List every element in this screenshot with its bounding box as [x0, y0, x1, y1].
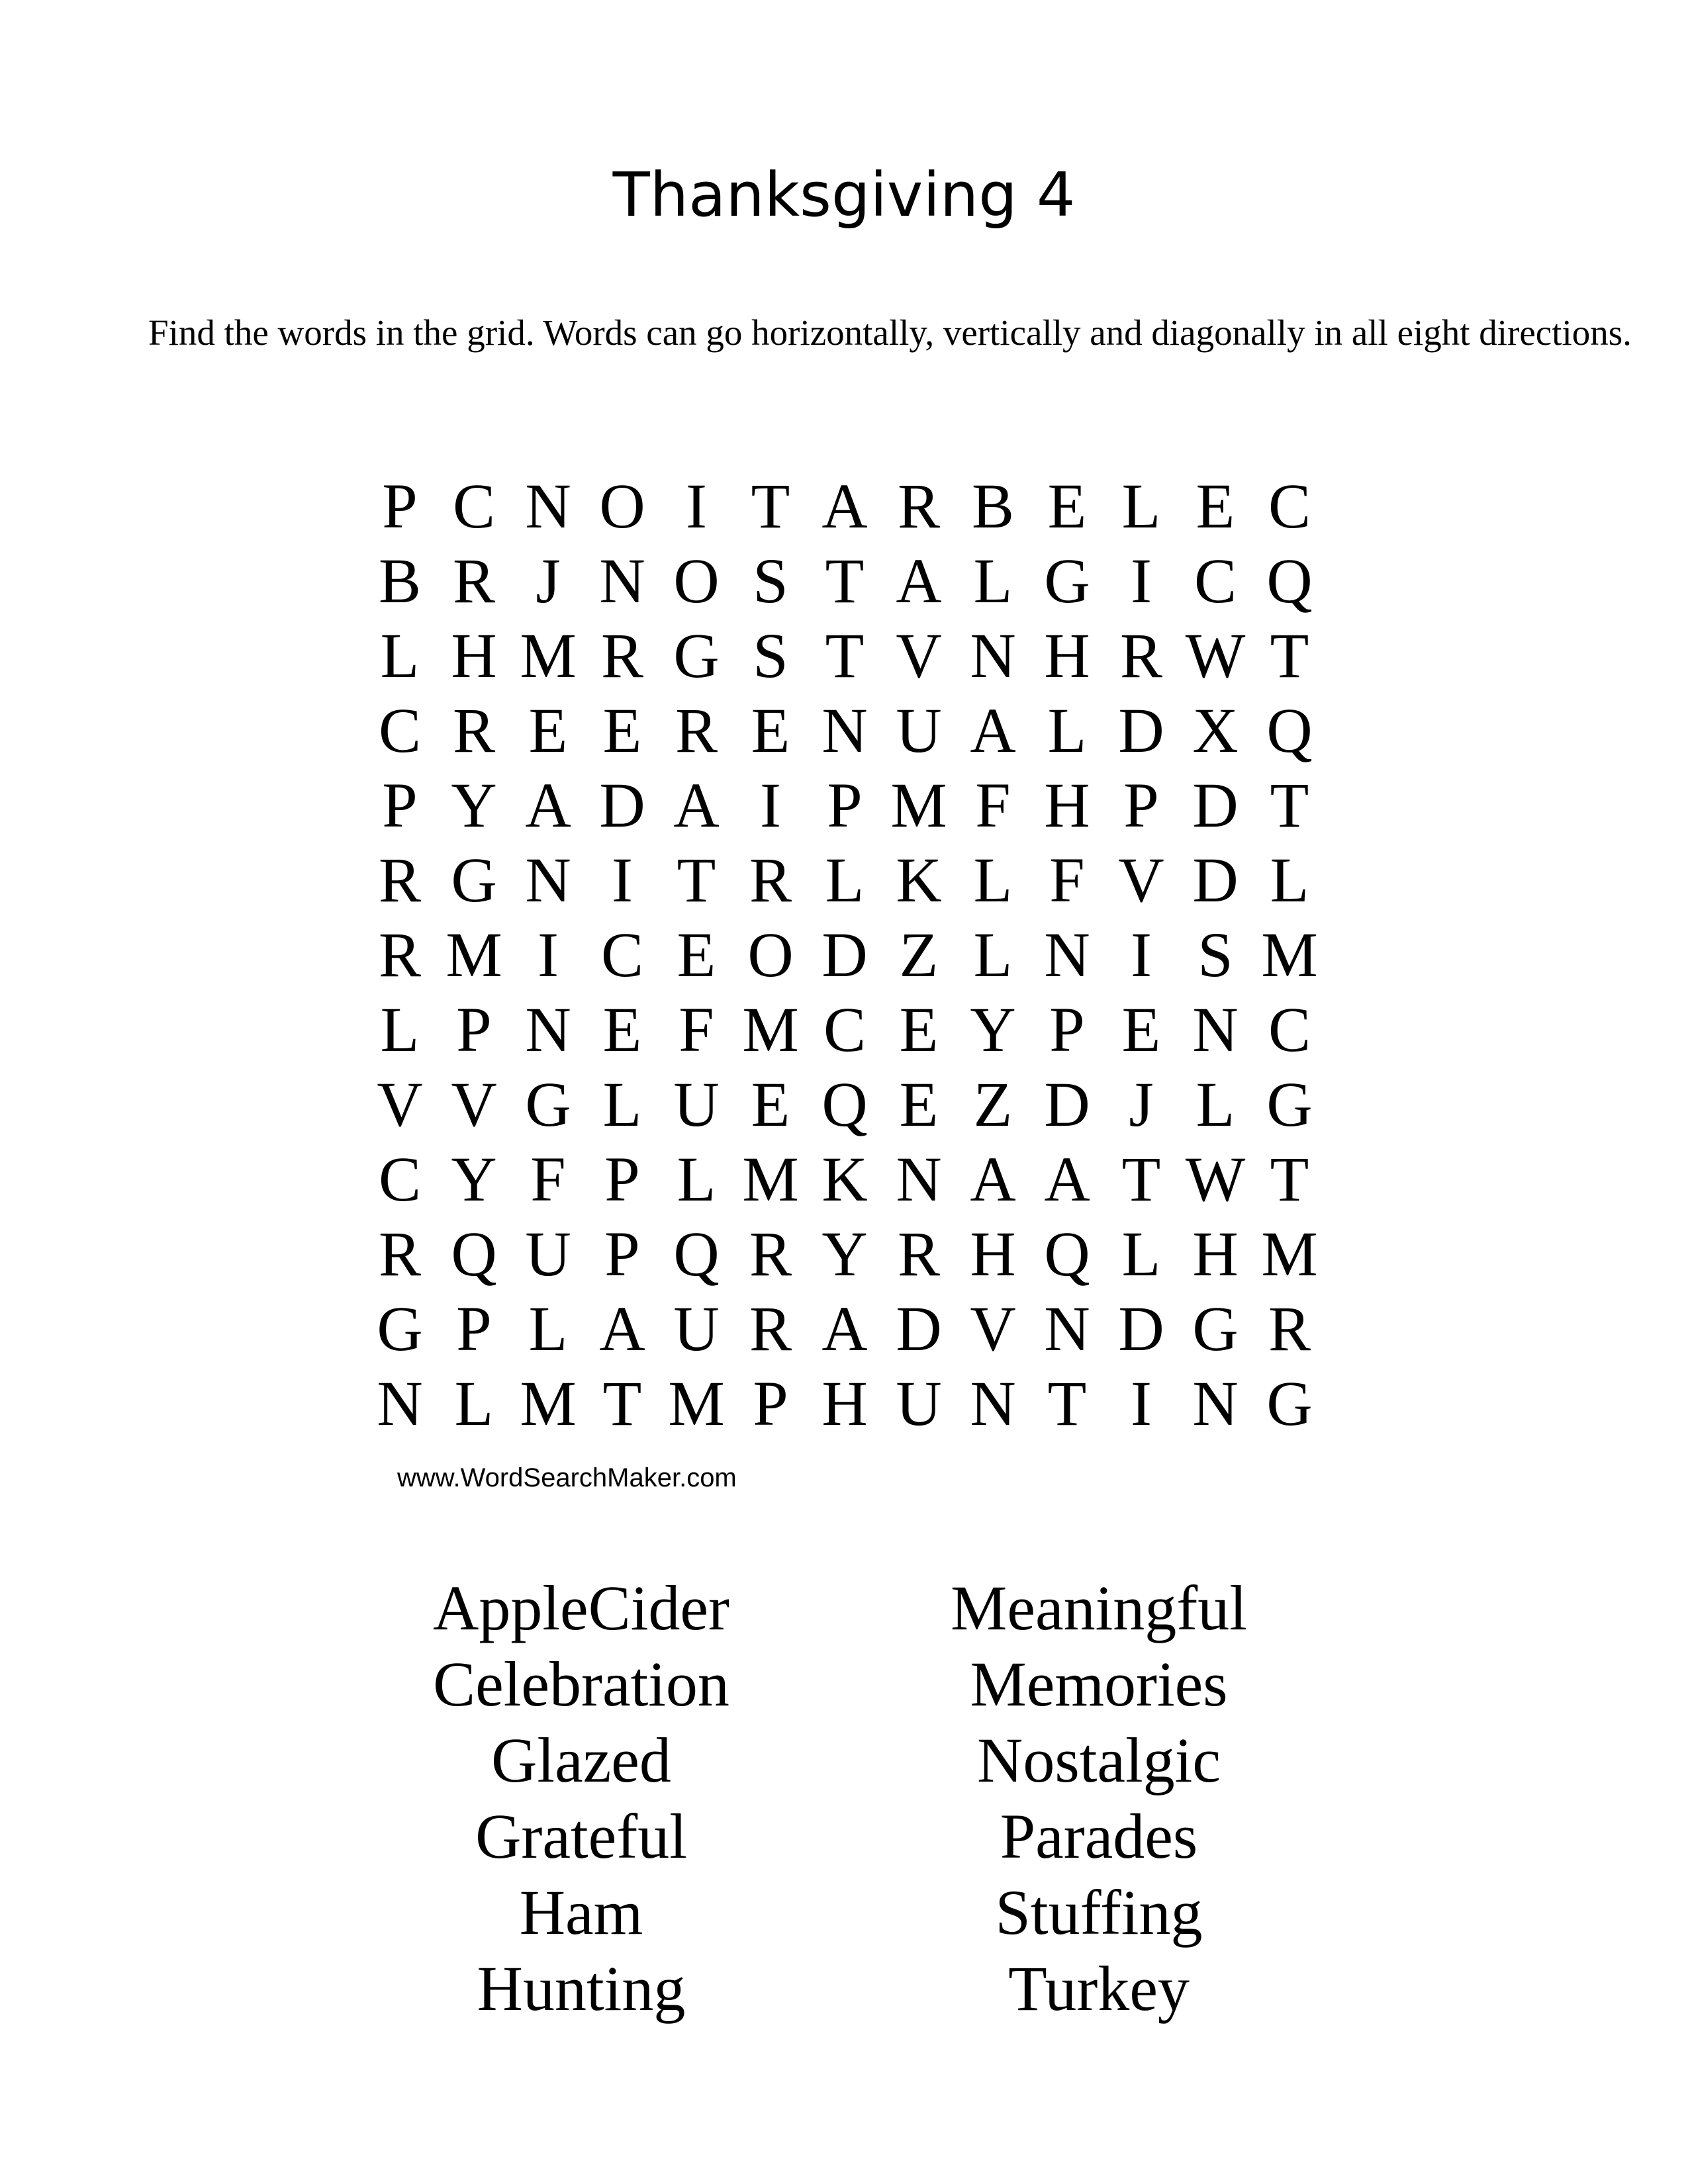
grid-letter: M: [520, 1368, 577, 1439]
grid-letter: H: [821, 1368, 868, 1439]
grid-letter: P: [604, 1218, 640, 1289]
page-title: Thanksgiving 4: [612, 159, 1076, 230]
grid-letter: O: [599, 471, 645, 541]
grid-letter: O: [673, 545, 720, 616]
word-list-item: AppleCider: [433, 1572, 729, 1643]
word-list-item: Hunting: [477, 1953, 686, 2024]
grid-letter: R: [675, 695, 718, 766]
grid-letter: N: [1192, 994, 1239, 1065]
grid-letter: L: [825, 844, 865, 915]
grid-letter: N: [525, 471, 571, 541]
grid-letter: E: [751, 1069, 790, 1140]
word-list-item: Turkey: [1008, 1953, 1190, 2024]
grid-row: [363, 992, 1327, 1067]
grid-letter: L: [1270, 844, 1309, 915]
grid-letter: T: [1270, 1144, 1309, 1214]
grid-letter: B: [971, 471, 1015, 541]
grid-letter: E: [899, 1069, 939, 1140]
grid-letter: H: [970, 1218, 1016, 1289]
instructions-text: Find the words in the grid. Words can go horizontally, vertically and diagonally in all eight directions.: [148, 312, 1632, 353]
grid-letter: Q: [1044, 1218, 1090, 1289]
grid-letter: N: [377, 1368, 423, 1439]
grid-letter: E: [602, 695, 642, 766]
grid-letter: L: [973, 844, 1013, 915]
grid-letter: V: [451, 1069, 497, 1140]
grid-letter: L: [454, 1368, 494, 1439]
word-list-item: Parades: [1000, 1801, 1198, 1872]
grid-letter: T: [1270, 620, 1309, 691]
grid-letter: R: [897, 1218, 941, 1289]
grid-letter: I: [686, 471, 707, 541]
grid-letter: C: [378, 695, 422, 766]
grid-letter: F: [1049, 844, 1085, 915]
grid-letter: E: [528, 695, 568, 766]
grid-letter: R: [897, 471, 941, 541]
grid-letter: I: [1131, 1368, 1152, 1439]
grid-row: [363, 1216, 1327, 1291]
grid-letter: P: [827, 770, 863, 841]
grid-letter: I: [1131, 919, 1152, 990]
credit-text: www.WordSearchMaker.com: [397, 1463, 737, 1492]
grid-letter: L: [380, 620, 420, 691]
grid-letter: M: [520, 620, 577, 691]
grid-letter: P: [604, 1144, 640, 1214]
grid-letter: R: [1119, 620, 1163, 691]
grid-row: [363, 469, 1327, 543]
grid-letter: C: [1268, 994, 1311, 1065]
grid-letter: F: [679, 994, 714, 1065]
grid-letter: A: [599, 1293, 645, 1364]
grid-letter: D: [1118, 695, 1164, 766]
grid-letter: L: [973, 919, 1013, 990]
grid-letter: Y: [970, 994, 1016, 1065]
grid-letter: I: [1131, 545, 1152, 616]
grid-letter: Z: [899, 919, 939, 990]
grid-letter: N: [1192, 1368, 1239, 1439]
grid-row: [363, 693, 1327, 768]
grid-letter: P: [456, 994, 492, 1065]
word-list-item: Ham: [519, 1877, 643, 1948]
grid-letter: T: [1047, 1368, 1087, 1439]
grid-letter: C: [1268, 471, 1311, 541]
grid-letter: V: [970, 1293, 1016, 1364]
grid-letter: A: [821, 1293, 868, 1364]
grid-letter: Q: [821, 1069, 868, 1140]
grid-letter: R: [452, 545, 496, 616]
grid-row: [363, 1142, 1327, 1216]
word-search-grid: [363, 469, 1327, 1441]
grid-letter: E: [1047, 471, 1087, 541]
grid-letter: I: [760, 770, 781, 841]
grid-letter: N: [896, 1144, 942, 1214]
grid-letter: A: [1044, 1144, 1090, 1214]
grid-letter: H: [1044, 620, 1090, 691]
grid-letter: M: [742, 1144, 799, 1214]
word-list-item: Meaningful: [951, 1572, 1247, 1643]
grid-letter: W: [1185, 620, 1246, 691]
grid-letter: L: [602, 1069, 642, 1140]
grid-letter: Q: [451, 1218, 497, 1289]
grid-letter: R: [1268, 1293, 1311, 1364]
grid-letter: C: [600, 919, 644, 990]
grid-letter: V: [896, 620, 942, 691]
grid-letter: T: [825, 545, 865, 616]
grid-letter: V: [377, 1069, 423, 1140]
grid-letter: N: [525, 844, 571, 915]
grid-letter: M: [1261, 1218, 1318, 1289]
grid-letter: L: [1121, 1218, 1161, 1289]
grid-letter: N: [970, 1368, 1016, 1439]
grid-letter: E: [1121, 994, 1161, 1065]
grid-letter: G: [673, 620, 720, 691]
grid-letter: M: [668, 1368, 725, 1439]
grid-letter: R: [378, 844, 422, 915]
grid-letter: Q: [1266, 545, 1313, 616]
grid-letter: P: [1123, 770, 1159, 841]
grid-letter: L: [677, 1144, 716, 1214]
grid-letter: H: [1192, 1218, 1239, 1289]
grid-letter: T: [1270, 770, 1309, 841]
grid-letter: A: [821, 471, 868, 541]
grid-row: [363, 1067, 1327, 1142]
grid-letter: T: [825, 620, 865, 691]
grid-letter: H: [451, 620, 497, 691]
grid-letter: U: [525, 1218, 571, 1289]
grid-letter: M: [445, 919, 502, 990]
grid-letter: F: [530, 1144, 566, 1214]
grid-letter: D: [1192, 844, 1239, 915]
grid-letter: G: [377, 1293, 423, 1364]
grid-letter: T: [602, 1368, 642, 1439]
grid-letter: U: [896, 1368, 942, 1439]
grid-letter: O: [747, 919, 794, 990]
grid-letter: U: [673, 1069, 720, 1140]
grid-letter: Y: [451, 770, 497, 841]
grid-letter: H: [1044, 770, 1090, 841]
grid-letter: Y: [821, 1218, 868, 1289]
grid-letter: R: [749, 844, 792, 915]
grid-letter: N: [599, 545, 645, 616]
grid-letter: K: [896, 844, 942, 915]
grid-letter: D: [1118, 1293, 1164, 1364]
grid-letter: N: [1044, 919, 1090, 990]
grid-row: [363, 842, 1327, 917]
grid-letter: T: [677, 844, 716, 915]
grid-letter: G: [1044, 545, 1090, 616]
grid-letter: E: [602, 994, 642, 1065]
grid-letter: G: [525, 1069, 571, 1140]
grid-letter: L: [528, 1293, 568, 1364]
grid-letter: F: [975, 770, 1011, 841]
grid-letter: S: [753, 620, 788, 691]
grid-letter: G: [1266, 1368, 1313, 1439]
grid-row: [363, 1366, 1327, 1441]
grid-letter: D: [1044, 1069, 1090, 1140]
grid-letter: A: [970, 1144, 1016, 1214]
grid-letter: P: [753, 1368, 788, 1439]
word-list-item: Grateful: [475, 1801, 687, 1872]
grid-letter: Q: [673, 1218, 720, 1289]
grid-letter: N: [1044, 1293, 1090, 1364]
grid-letter: D: [896, 1293, 942, 1364]
word-list-item: Nostalgic: [977, 1725, 1221, 1796]
grid-letter: M: [742, 994, 799, 1065]
grid-row: [363, 917, 1327, 992]
grid-letter: I: [612, 844, 633, 915]
grid-letter: D: [821, 919, 868, 990]
grid-letter: L: [380, 994, 420, 1065]
grid-letter: G: [1192, 1293, 1239, 1364]
word-list-item: Stuffing: [995, 1877, 1203, 1948]
word-list-item: Memories: [970, 1649, 1228, 1719]
grid-letter: K: [821, 1144, 868, 1214]
grid-letter: U: [896, 695, 942, 766]
grid-letter: N: [821, 695, 868, 766]
grid-letter: E: [751, 695, 790, 766]
grid-letter: R: [749, 1293, 792, 1364]
grid-letter: R: [378, 1218, 422, 1289]
grid-letter: N: [970, 620, 1016, 691]
grid-letter: X: [1192, 695, 1239, 766]
grid-letter: R: [600, 620, 644, 691]
grid-letter: D: [1192, 770, 1239, 841]
word-list-right: [867, 1570, 1331, 2026]
grid-letter: A: [673, 770, 720, 841]
grid-letter: L: [1047, 695, 1087, 766]
grid-letter: S: [753, 545, 788, 616]
grid-letter: G: [1266, 1069, 1313, 1140]
grid-letter: D: [599, 770, 645, 841]
grid-letter: E: [677, 919, 716, 990]
grid-row: [363, 1291, 1327, 1366]
grid-letter: P: [382, 471, 418, 541]
grid-letter: J: [536, 545, 561, 616]
grid-letter: C: [452, 471, 496, 541]
grid-letter: P: [1049, 994, 1085, 1065]
grid-letter: A: [970, 695, 1016, 766]
grid-letter: Y: [451, 1144, 497, 1214]
grid-letter: P: [382, 770, 418, 841]
grid-letter: W: [1185, 1144, 1246, 1214]
grid-letter: U: [673, 1293, 720, 1364]
grid-letter: L: [973, 545, 1013, 616]
grid-letter: R: [378, 919, 422, 990]
grid-letter: L: [1196, 1069, 1235, 1140]
grid-letter: C: [378, 1144, 422, 1214]
grid-letter: L: [1121, 471, 1161, 541]
grid-letter: A: [525, 770, 571, 841]
grid-letter: T: [1121, 1144, 1161, 1214]
word-list-item: Glazed: [491, 1725, 671, 1796]
grid-letter: R: [749, 1218, 792, 1289]
grid-letter: I: [538, 919, 559, 990]
grid-letter: R: [452, 695, 496, 766]
grid-letter: C: [823, 994, 867, 1065]
grid-letter: Z: [973, 1069, 1013, 1140]
grid-row: [363, 768, 1327, 842]
grid-letter: T: [751, 471, 790, 541]
grid-letter: N: [525, 994, 571, 1065]
grid-letter: V: [1118, 844, 1164, 915]
word-list-left: [350, 1570, 813, 2026]
grid-letter: M: [890, 770, 947, 841]
grid-letter: J: [1129, 1069, 1154, 1140]
grid-letter: B: [378, 545, 422, 616]
grid-row: [363, 618, 1327, 693]
word-list-item: Celebration: [433, 1649, 729, 1719]
grid-row: [363, 543, 1327, 618]
grid-letter: C: [1194, 545, 1237, 616]
grid-letter: G: [451, 844, 497, 915]
grid-letter: A: [896, 545, 942, 616]
grid-letter: S: [1197, 919, 1233, 990]
grid-letter: M: [1261, 919, 1318, 990]
grid-letter: E: [1196, 471, 1235, 541]
grid-letter: P: [456, 1293, 492, 1364]
grid-letter: E: [899, 994, 939, 1065]
grid-letter: Q: [1266, 695, 1313, 766]
